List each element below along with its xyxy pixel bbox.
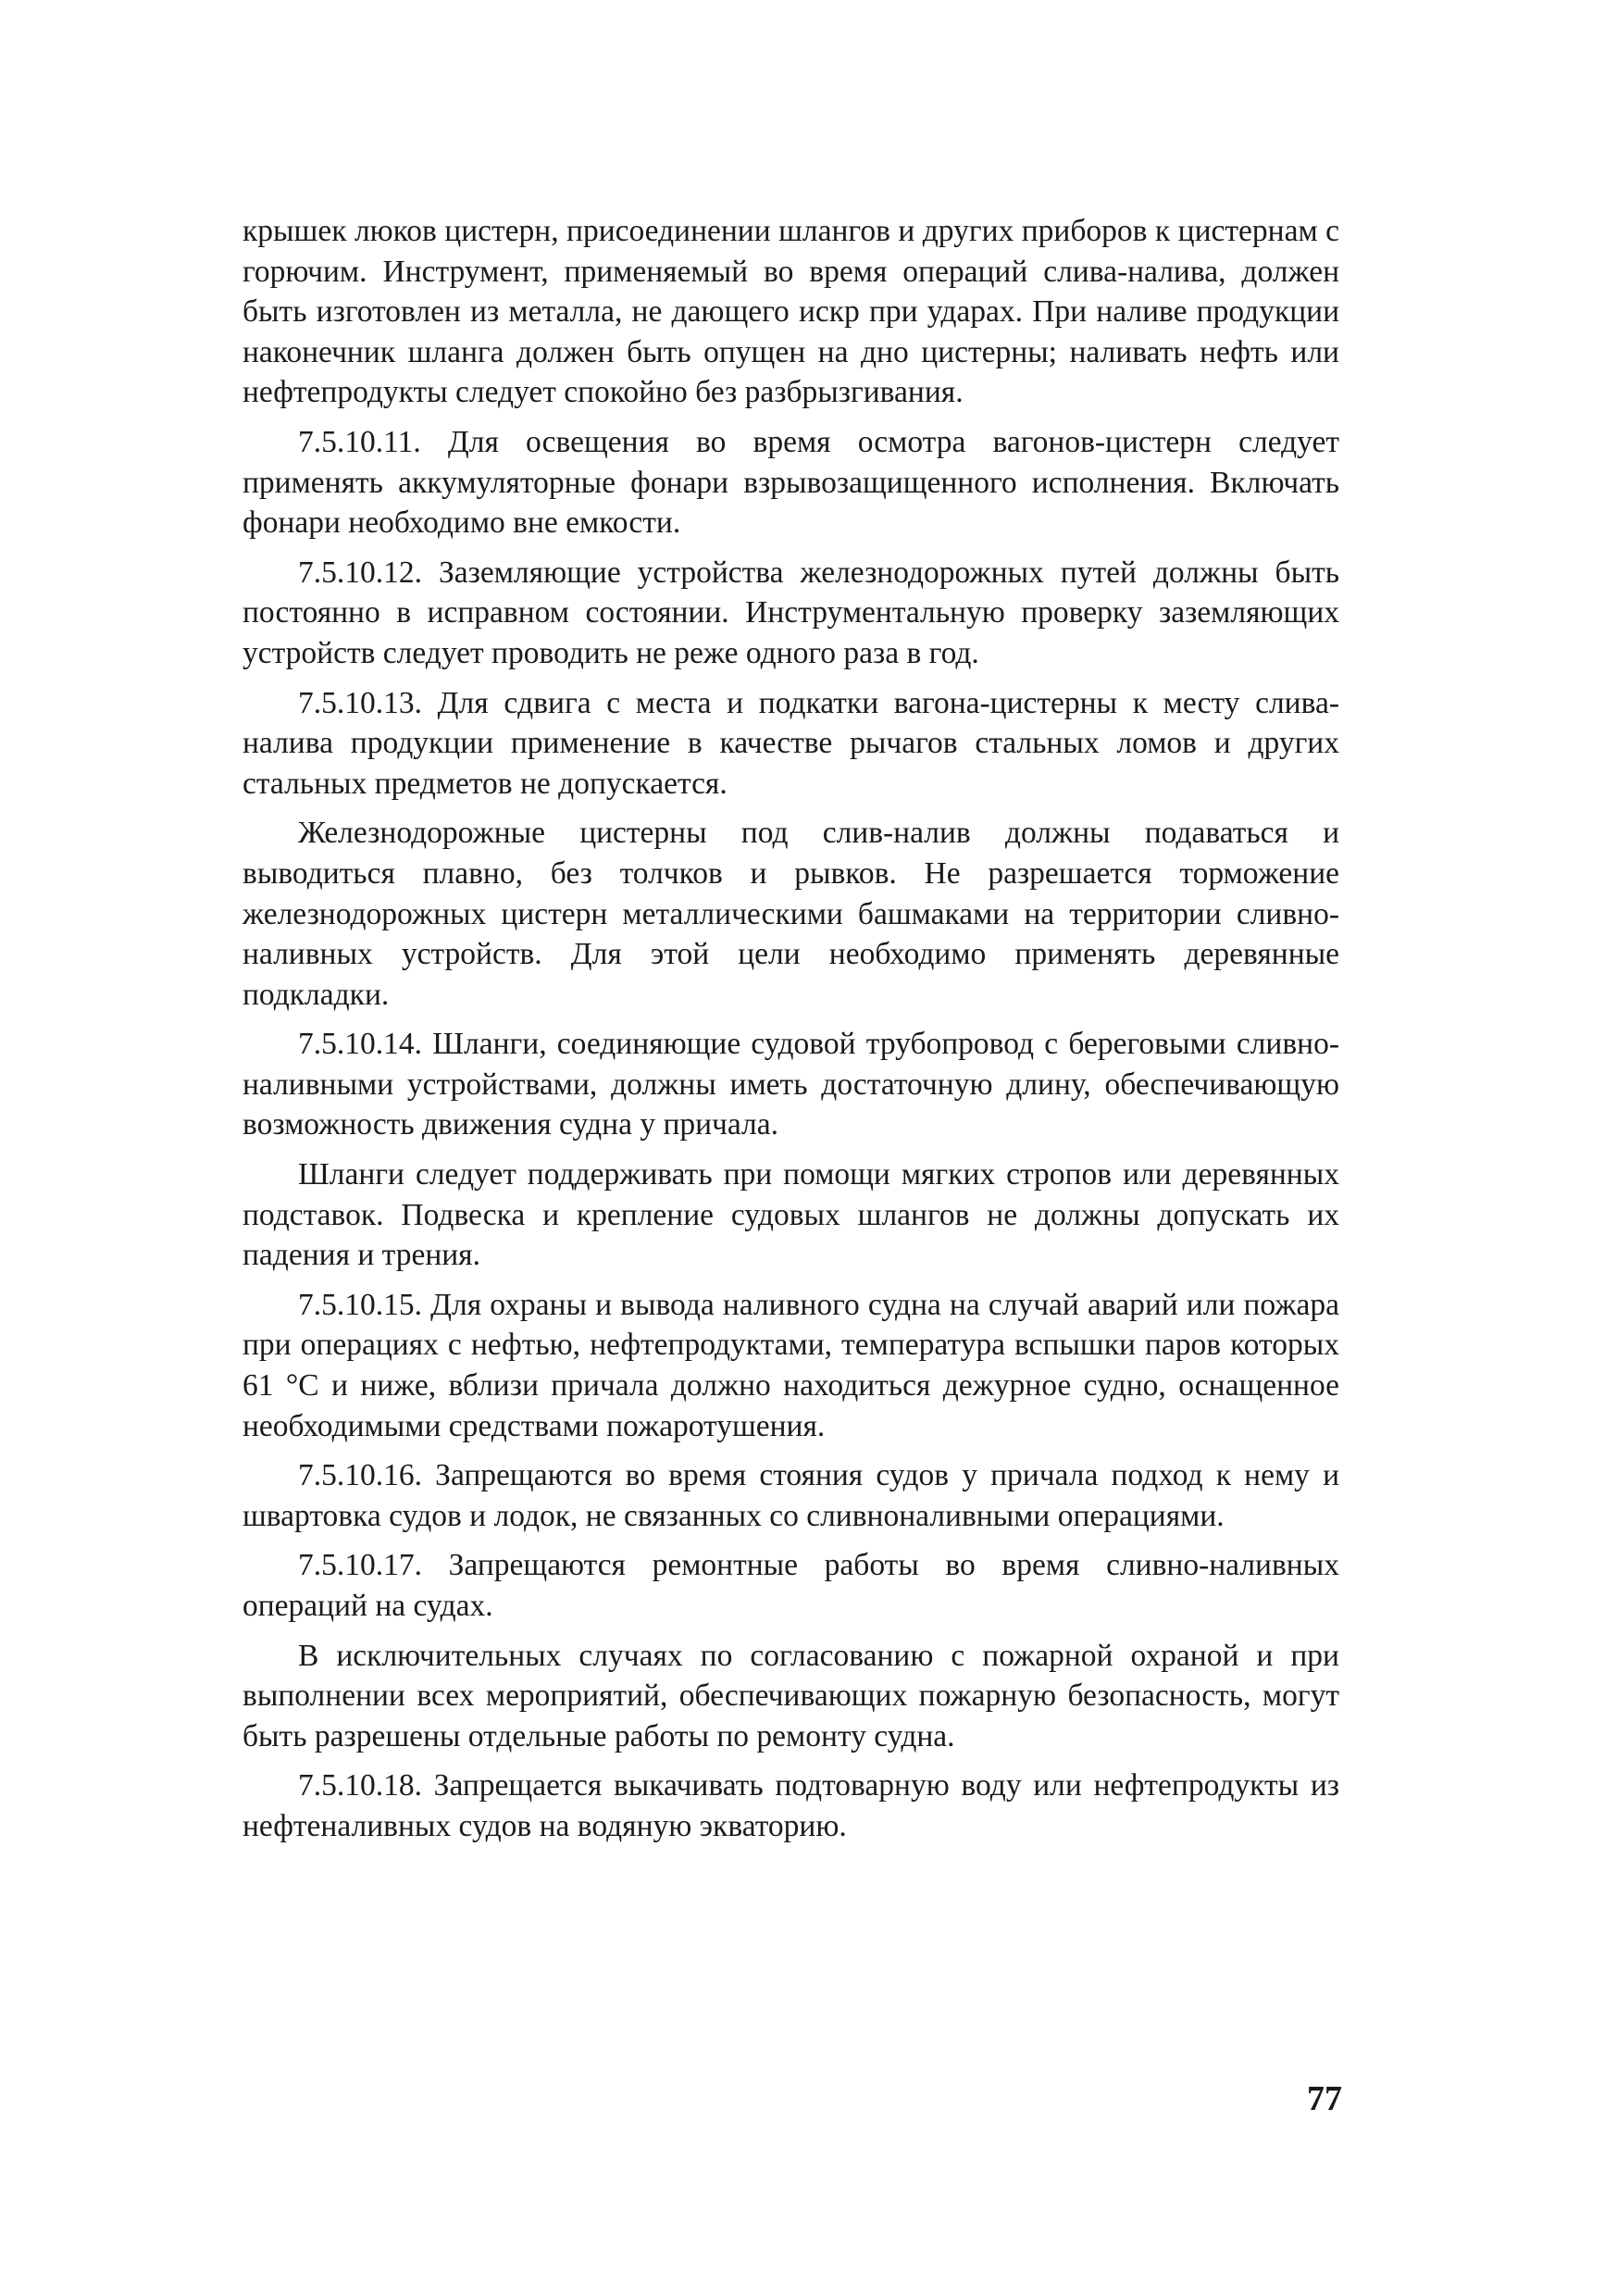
paragraph-7-5-10-17: 7.5.10.17. Запрещаются ремонтные работы во время сливно-наливных операций на судах. [243,1548,1339,1623]
paragraph-7-5-10-12: 7.5.10.12. Заземляющие устройства железнодорожных путей должны быть постоянно в исправном состоянии. Инструментальную проверку заземляющих устройств следует проводить не реже одного раза в год. [243,555,1339,670]
paragraph-continuation: крышек люков цистерн, присоединении шлангов и других приборов к цистернам с горючим. Инструмент, применяемый во время операций слива-налива, должен быть изготовлен из металла, не дающего искр при ударах. При наливе продукции наконечник шланга должен быть опущен на дно цистерны; наливать нефть или нефтепродукты следует спокойно без разбрызгивания. [243,214,1339,410]
paragraph-exceptional-cases: В исключительных случаях по согласованию с пожарной охраной и при выполнении всех мероприятий, обеспечивающих пожарную безопасность, могут быть разрешены отдельные работы по ремонту судна. [243,1638,1339,1753]
paragraph-7-5-10-11: 7.5.10.11. Для освещения во время осмотра вагонов-цистерн следует применять аккумуляторные фонари взрывозащищенного исполнения. Включать фонари необходимо вне емкости. [243,424,1339,541]
paragraph-7-5-10-15: 7.5.10.15. Для охраны и вывода наливного судна на случай аварий или пожара при операциях с нефтью, нефтепродуктами, температура вспышки паров которых 61 °С и ниже, вблизи причала должно находиться дежурное судно, оснащенное необходимыми средствами пожаротушения. [243,1287,1339,1443]
paragraph-hoses-support: Шланги следует поддерживать при помощи мягких стропов или деревянных подставок. Подвеска и крепление судовых шлангов не должны допускать их падения и трения. [243,1157,1339,1273]
paragraph-rail-tanks: Железнодорожные цистерны под слив-налив должны подаваться и выводиться плавно, без толчков и рывков. Не разрешается торможение железнодорожных цистерн металлическими башмаками на территории сливно-наливных устройств. Для этой цели необходимо применять деревянные подкладки. [243,816,1339,1012]
paragraph-7-5-10-14: 7.5.10.14. Шланги, соединяющие судовой трубопровод с береговыми сливно-наливными устройствами, должны иметь достаточную длину, обеспечивающую возможность движения судна у причала. [243,1027,1339,1142]
paragraph-7-5-10-13: 7.5.10.13. Для сдвига с места и подкатки вагона-цистерны к месту слива-налива продукции применение в качестве рычагов стальных ломов и других стальных предметов не допускается. [243,685,1339,801]
paragraph-7-5-10-16: 7.5.10.16. Запрещаются во время стояния судов у причала подход к нему и швартовка судов и лодок, не связанных со сливноналивными операциями. [243,1458,1339,1533]
paragraph-7-5-10-18: 7.5.10.18. Запрещается выкачивать подтоварную воду или нефтепродукты из нефтеналивных судов на водяную экваторию. [243,1768,1339,1843]
body-text [243,211,1339,1856]
page-number: 77 [1307,2079,1342,2118]
